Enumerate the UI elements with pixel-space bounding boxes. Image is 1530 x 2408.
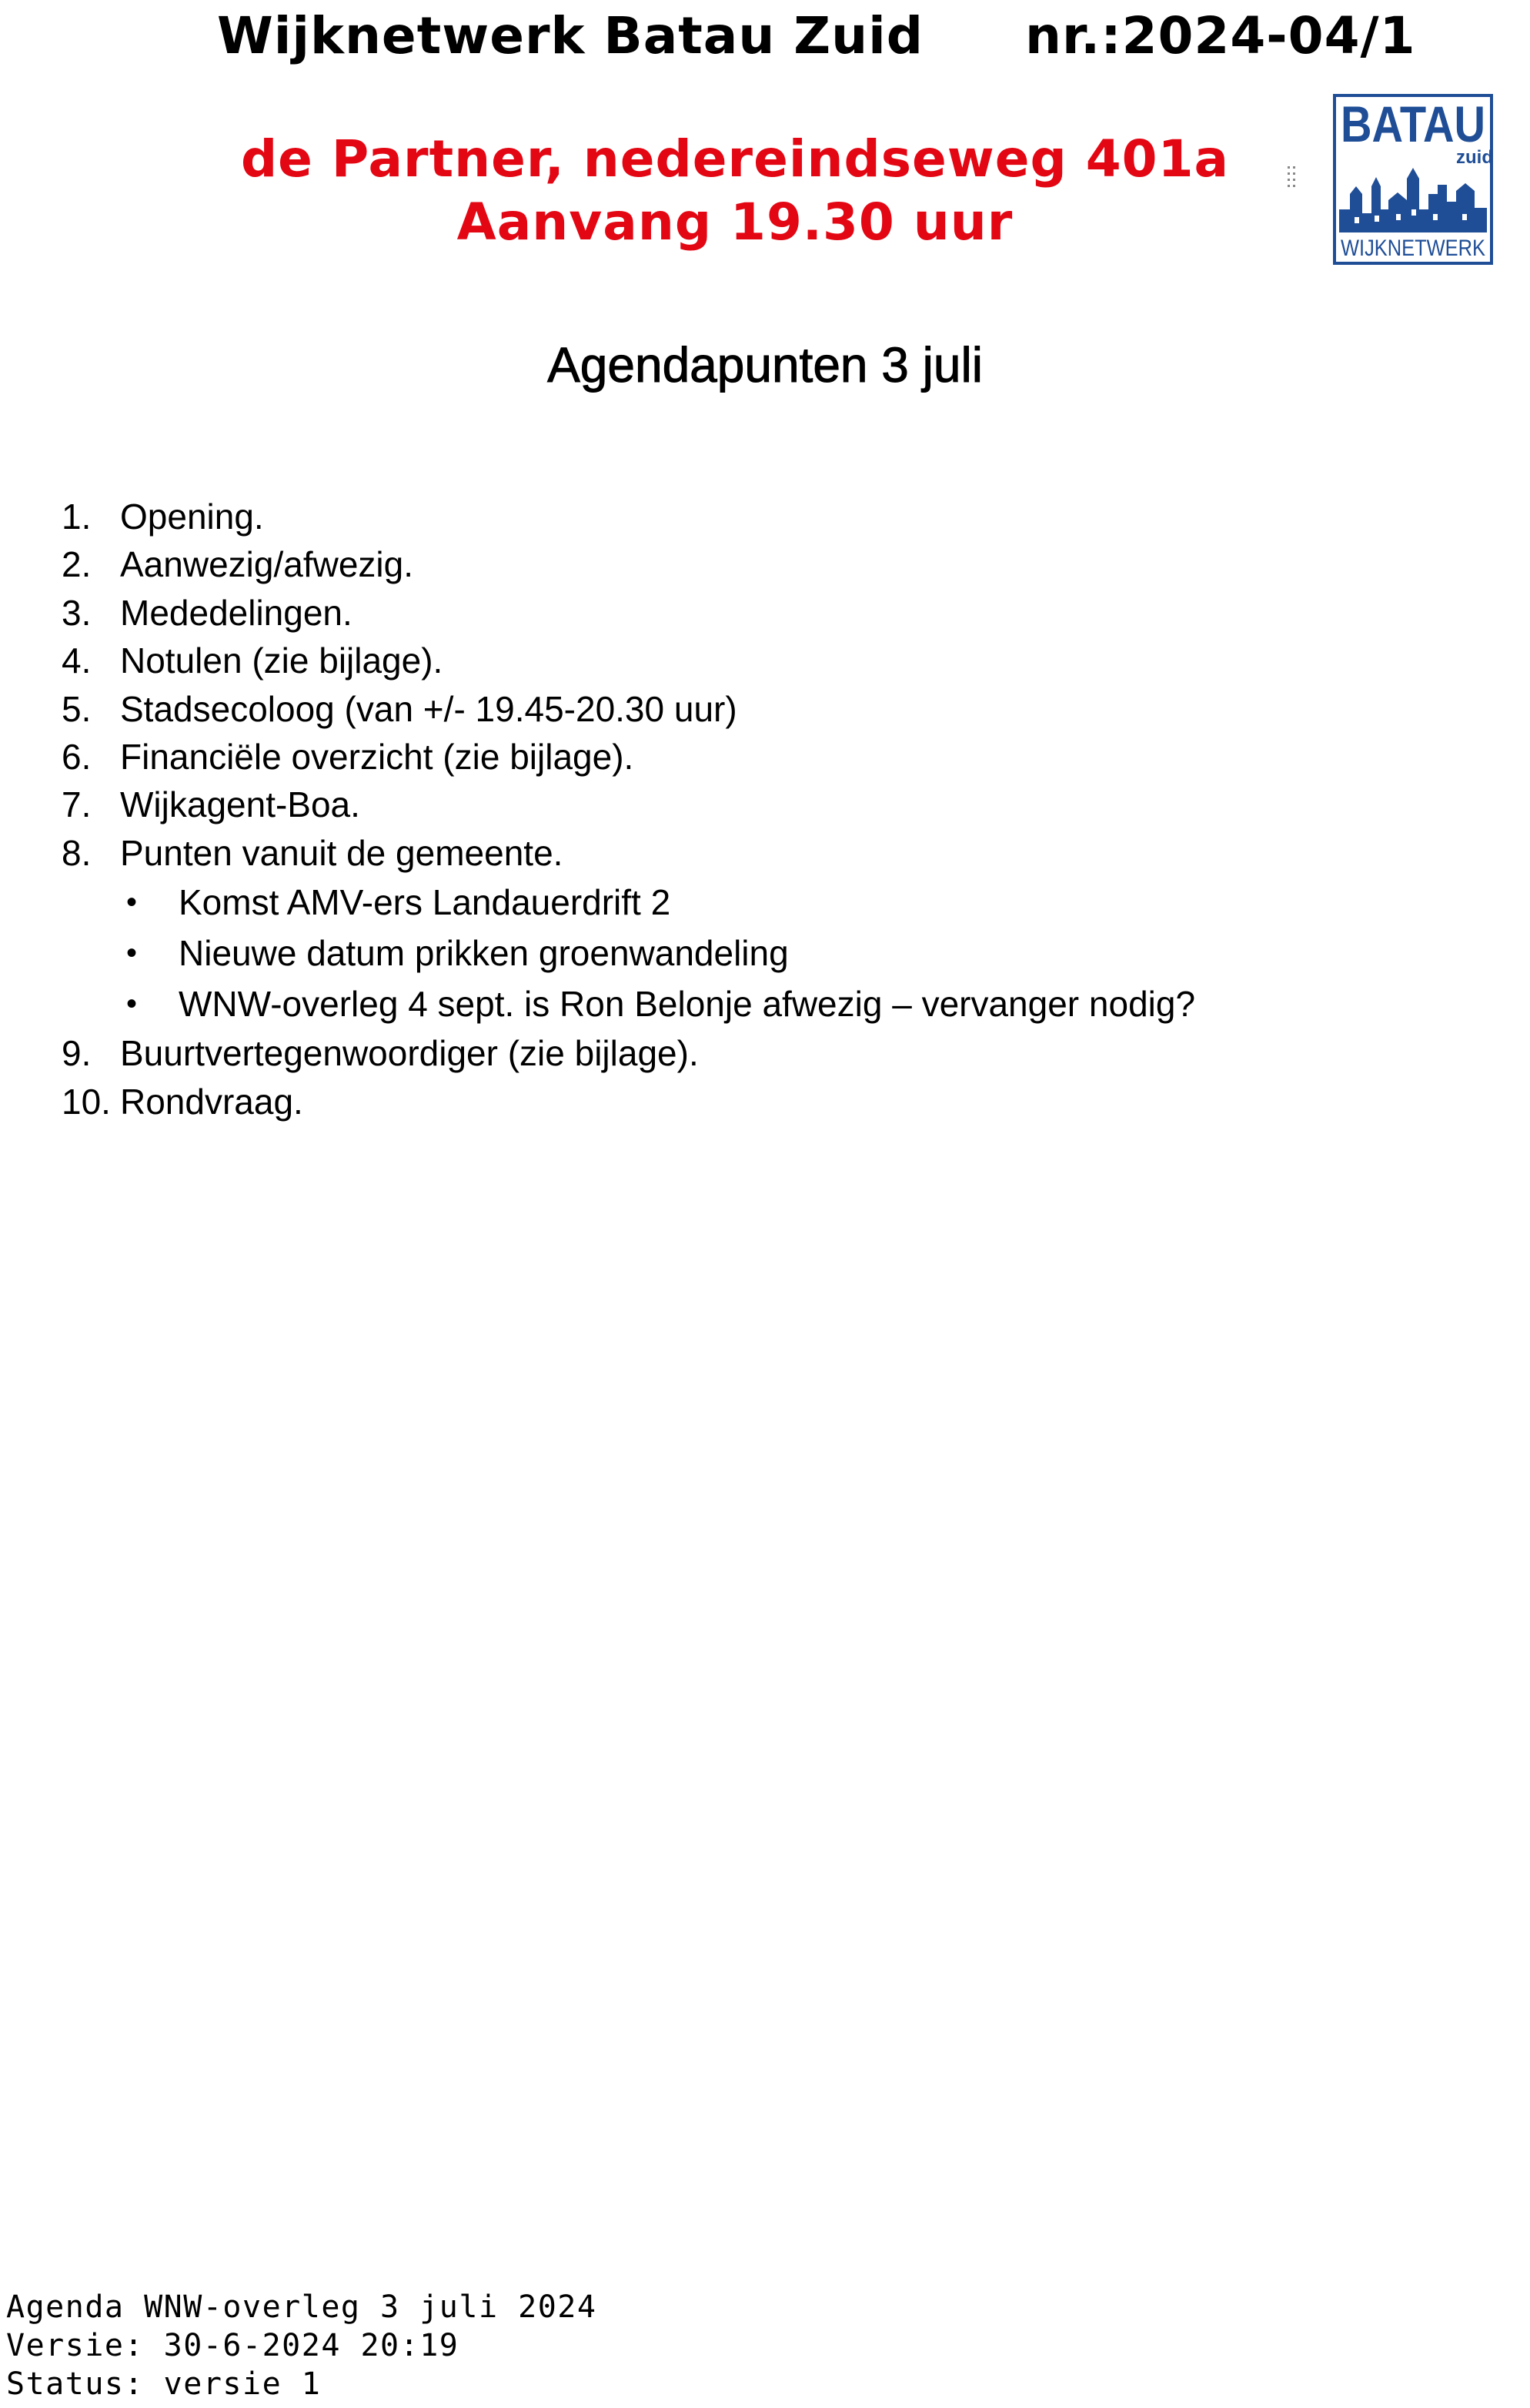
document-number: nr.:2024-04/1: [1025, 6, 1416, 65]
agenda-item-text: Buurtvertegenwoordiger (zie bijlage).: [120, 1033, 699, 1074]
meeting-venue: de Partner, nedereindseweg 401a: [240, 129, 1230, 189]
agenda-item-text: Aanwezig/afwezig.: [120, 544, 413, 585]
agenda-item-number: 2.: [62, 544, 92, 585]
logo-name-text: BATAU: [1341, 95, 1485, 152]
footer-document-name: Agenda WNW-overleg 3 juli 2024: [6, 2289, 597, 2325]
logo-bottom-text: WIJKNETWERK: [1341, 236, 1485, 261]
agenda-item-text: Mededelingen.: [120, 592, 352, 633]
agenda-item-number: 4.: [62, 640, 92, 681]
bullet-icon: •: [126, 885, 138, 920]
batau-wijknetwerk-logo: [1333, 94, 1493, 265]
footer-version: Versie: 30-6-2024 20:19: [6, 2328, 459, 2363]
logo-dots-icon: [1287, 165, 1298, 191]
document-title: Wijknetwerk Batau Zuid: [217, 6, 924, 65]
agenda-item-text: Opening.: [120, 497, 264, 537]
agenda-item-text: Stadsecoloog (van +/- 19.45-20.30 uur): [120, 688, 737, 729]
agenda-item-number: 1.: [62, 497, 92, 537]
agenda-item-number: 5.: [62, 688, 92, 729]
bullet-icon: •: [126, 987, 138, 1022]
agenda-item-text: Punten vanuit de gemeente.: [120, 832, 563, 873]
agenda-item-number: 7.: [62, 784, 92, 825]
logo-sub-text: zuid: [1456, 147, 1493, 168]
agenda-item-text: Notulen (zie bijlage).: [120, 640, 443, 681]
agenda-item-text: Financiële overzicht (zie bijlage).: [120, 736, 634, 777]
agenda-item-number: 8.: [62, 832, 92, 873]
agenda-item-text: Wijkagent-Boa.: [120, 784, 360, 825]
agenda-sub-item-text: Komst AMV-ers Landauerdrift 2: [179, 882, 671, 923]
agenda-item-number: 10.: [62, 1081, 111, 1122]
agenda-sub-item-text: Nieuwe datum prikken groenwandeling: [179, 933, 789, 974]
meeting-start-time: Aanvang 19.30 uur: [456, 192, 1014, 252]
footer-status: Status: versie 1: [6, 2366, 322, 2402]
agenda-sub-item-text: WNW-overleg 4 sept. is Ron Belonje afwezig – vervanger nodig?: [179, 984, 1196, 1025]
agenda-heading: Agendapunten 3 juli: [547, 337, 983, 393]
agenda-item-number: 3.: [62, 592, 92, 633]
bullet-icon: •: [126, 936, 138, 971]
agenda-item-number: 9.: [62, 1033, 92, 1074]
agenda-item-text: Rondvraag.: [120, 1081, 303, 1122]
agenda-item-number: 6.: [62, 736, 92, 777]
